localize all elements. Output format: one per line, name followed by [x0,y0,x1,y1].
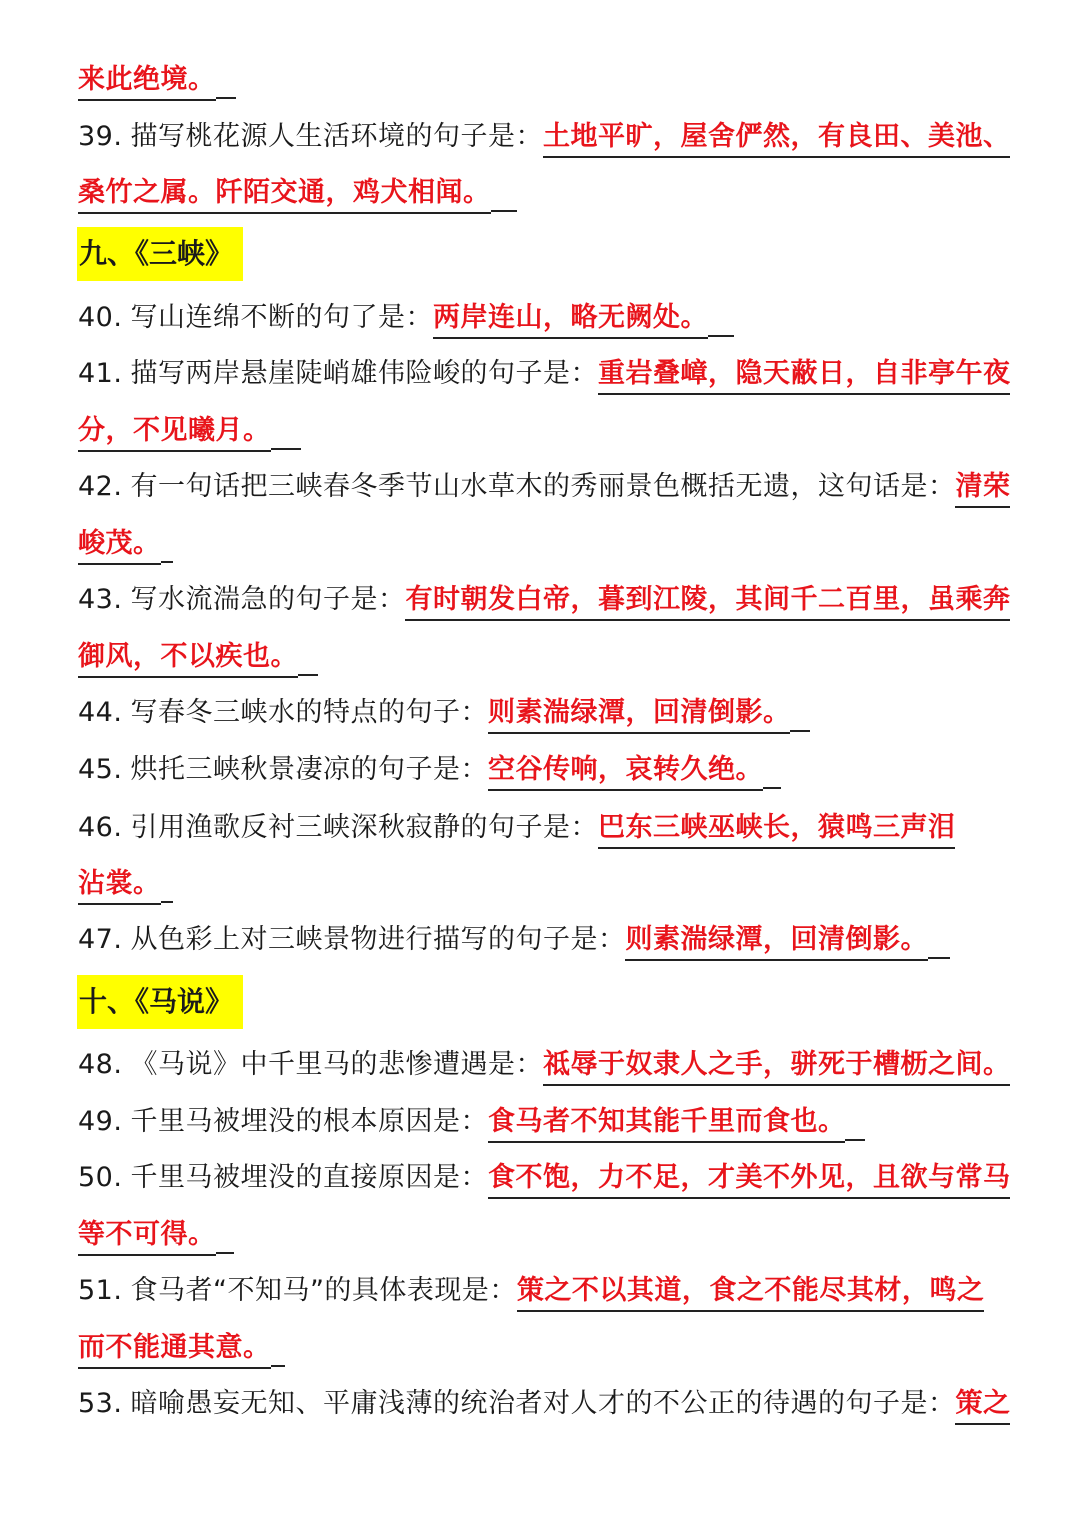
question-prompt: 写春冬三峡水的特点的句子： [130,697,488,728]
question-53 [78,1384,1011,1424]
question-prompt: 写山连绵不断的句了是： [130,302,433,333]
answer-text: 策之不以其道，食之不能尽其材，鸣之 [517,1273,985,1312]
question-prompt: 《马说》中千里马的悲惨遭遇是： [130,1049,543,1080]
question-43-cont [78,637,1008,677]
answer-text: 食马者不知其能千里而食也。 [488,1104,846,1143]
answer-text: 而不能通其意。 [78,1330,271,1369]
answer-text: 两岸连山，略无阙处。 [433,300,708,339]
question-number: 42. [78,471,123,502]
answer-text: 策之 [955,1386,1010,1425]
question-number: 43. [78,584,123,615]
question-number: 44. [78,697,123,728]
question-prompt: 引用渔歌反衬三峡深秋寂静的句子是： [130,812,598,843]
question-45 [78,750,1008,790]
question-number: 46. [78,812,123,843]
question-51 [78,1271,1008,1311]
section-heading-9: 九、《三峡》 [77,227,243,281]
question-42 [78,467,1011,507]
question-prompt: 描写桃花源人生活环境的句子是： [130,121,543,152]
question-42-cont [78,524,1008,564]
answer-text: 御风，不以疾也。 [78,639,298,678]
question-number: 40. [78,302,123,333]
answer-text: 土地平旷，屋舍俨然，有良田、美池、 [543,119,1011,158]
answer-text: 沾裳。 [78,866,161,905]
question-prompt: 千里马被埋没的直接原因是： [130,1162,488,1193]
question-prompt: 千里马被埋没的根本原因是： [130,1106,488,1137]
question-44 [78,693,1008,733]
question-51-cont [78,1328,1008,1368]
question-46 [78,808,1008,848]
question-number: 49. [78,1106,123,1137]
question-50 [78,1158,1011,1198]
answer-text: 等不可得。 [78,1217,216,1256]
question-prompt: 食马者“不知马”的具体表现是： [130,1275,517,1306]
question-number: 41. [78,358,123,389]
answer-text: 分，不见曦月。 [78,413,271,452]
question-39 [78,117,1011,157]
answer-text: 空谷传响，哀转久绝。 [488,752,763,791]
question-prompt: 写水流湍急的句子是： [130,584,406,615]
question-50-cont [78,1215,1008,1255]
answer-text: 重岩叠嶂，隐天蔽日，自非亭午夜 [598,356,1011,395]
answer-text: 清荣 [955,469,1010,508]
answer-text: 则素湍绿潭，回清倒影。 [488,695,791,734]
question-prompt: 暗喻愚妄无知、平庸浅薄的统治者对人才的不公正的待遇的句子是： [130,1388,956,1419]
question-number: 48. [78,1049,123,1080]
section-heading-10: 十、《马说》 [77,975,243,1029]
answer-text: 巴东三峡巫峡长，猿鸣三声泪 [598,810,956,849]
question-prompt: 烘托三峡秋景凄凉的句子是： [130,754,488,785]
question-43 [78,580,1011,620]
question-49 [78,1102,1008,1142]
question-40 [78,298,1008,338]
question-46-cont [78,864,1008,904]
answer-text: 来此绝境。 [78,62,216,101]
question-prompt: 有一句话把三峡春冬季节山水草木的秀丽景色概括无遗，这句话是： [130,471,956,502]
answer-text: 桑竹之属。阡陌交通，鸡犬相闻。 [78,175,491,214]
question-48 [78,1045,1011,1085]
question-number: 50. [78,1162,123,1193]
question-number: 45. [78,754,123,785]
answer-text: 则素湍绿潭，回清倒影。 [625,922,928,961]
question-47 [78,920,1008,960]
answer-text: 峻茂。 [78,526,161,565]
question-number: 53. [78,1388,123,1419]
question-number: 47. [78,924,123,955]
answer-line-38-end [78,60,1008,100]
question-39-cont [78,173,1008,213]
answer-text: 祗辱于奴隶人之手，骈死于槽枥之间。 [543,1047,1011,1086]
question-number: 39. [78,121,123,152]
question-prompt: 从色彩上对三峡景物进行描写的句子是： [130,924,626,955]
answer-text: 有时朝发白帝，暮到江陵，其间千二百里，虽乘奔 [405,582,1010,621]
question-41 [78,354,1011,394]
question-number: 51. [78,1275,123,1306]
answer-text: 食不饱，力不足，才美不外见，且欲与常马 [488,1160,1011,1199]
question-41-cont [78,411,1008,451]
question-prompt: 描写两岸悬崖陡峭雄伟险峻的句子是： [130,358,598,389]
